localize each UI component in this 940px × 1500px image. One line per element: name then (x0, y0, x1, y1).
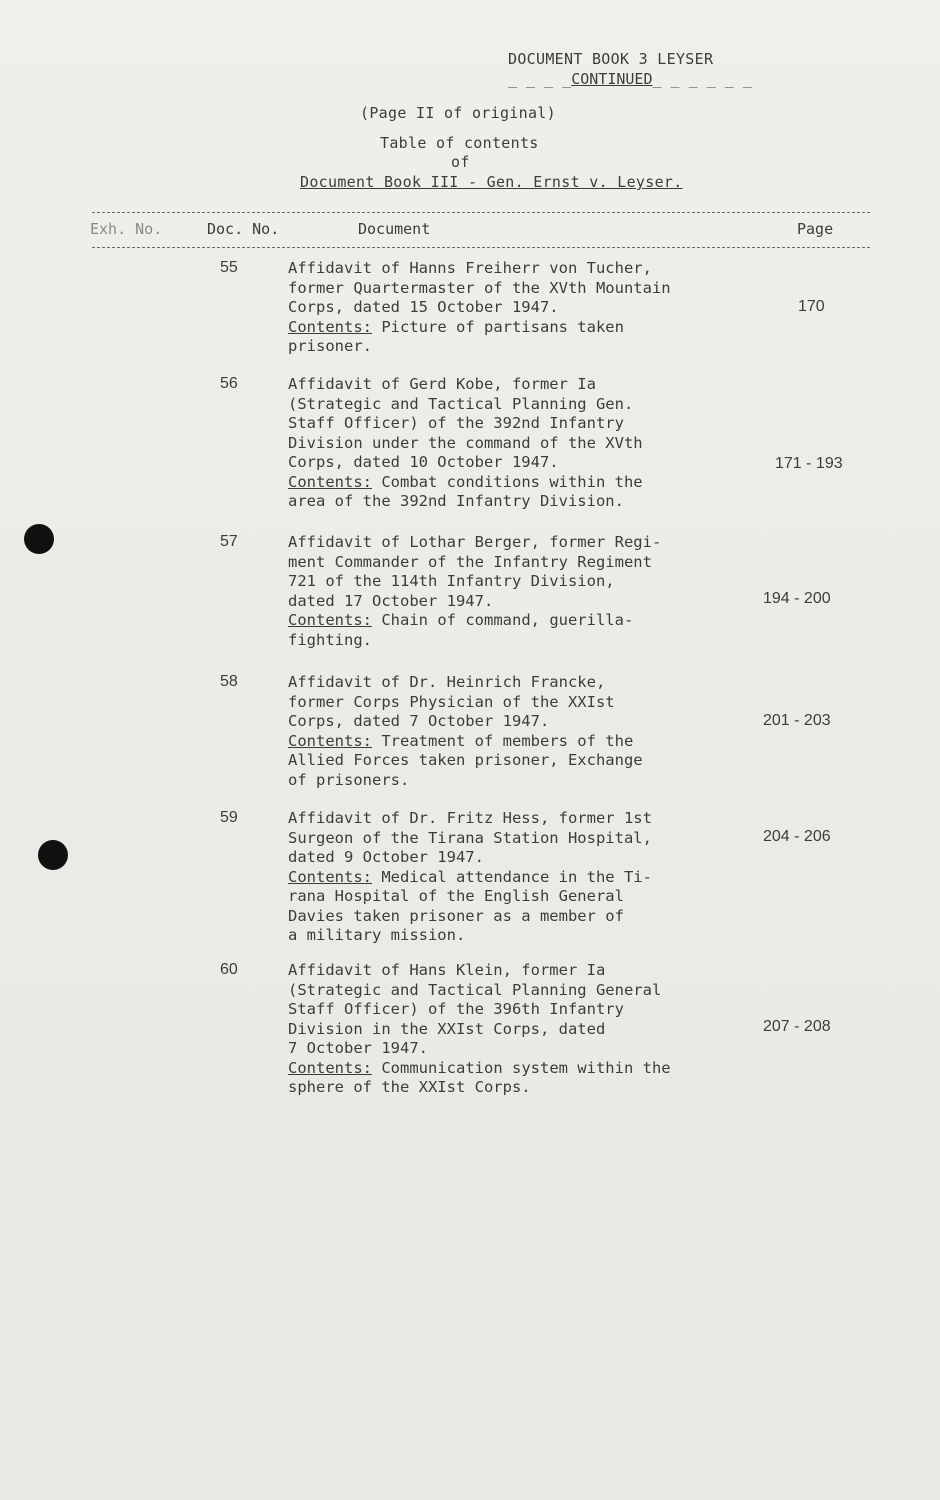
contents-label: Contents: (288, 472, 372, 491)
entry-text (288, 259, 778, 357)
page-range: 207 - 208 (763, 1018, 831, 1035)
contents-label: Contents: (288, 731, 372, 750)
entry-line: Affidavit of Gerd Kobe, former Ia (288, 375, 596, 393)
doc-number: 57 (220, 533, 238, 550)
entry-line: Corps, dated 15 October 1947. (288, 298, 559, 316)
entry-line: Chain of command, guerilla- (381, 611, 634, 629)
punch-hole-top (24, 524, 54, 554)
entry-line: Communication system within the (381, 1058, 671, 1077)
doc-number: 60 (220, 961, 238, 978)
doc-number: 56 (220, 375, 238, 392)
entry-line: area of the 392nd Infantry Division. (288, 492, 624, 510)
doc-number: 59 (220, 809, 238, 826)
entry-text (288, 375, 778, 512)
entry-line: Davies taken prisoner as a member of (288, 906, 624, 925)
entry-line: a military mission. (288, 926, 466, 944)
contents-label: Contents: (288, 317, 372, 336)
entry-line: Affidavit of Dr. Heinrich Francke, (288, 673, 606, 691)
page-range: 194 - 200 (763, 590, 831, 607)
entry-text (288, 673, 778, 790)
entry-line: Division under the command of the XVth (288, 433, 643, 452)
page-range: 204 - 206 (763, 828, 831, 845)
page-note: (Page II of original) (360, 104, 556, 122)
doc-number: 58 (220, 673, 238, 690)
entry-line: Surgeon of the Tirana Station Hospital, (288, 828, 652, 847)
entry-line: ment Commander of the Infantry Regiment (288, 552, 652, 571)
contents-label: Contents: (288, 867, 372, 886)
entry-line: Allied Forces taken prisoner, Exchange (288, 751, 643, 769)
entry-line: rana Hospital of the English General (288, 887, 624, 905)
entry-line: prisoner. (288, 337, 372, 355)
entry-line: dated 17 October 1947. (288, 591, 494, 610)
entry-line: Picture of partisans taken (381, 317, 624, 336)
contents-label: Contents: (288, 611, 372, 629)
column-doc-no: Doc. No. (207, 220, 280, 238)
entry-line: (Strategic and Tactical Planning General (288, 980, 662, 999)
divider-bottom (92, 247, 870, 248)
entry-line: former Quartermaster of the XVth Mountain (288, 278, 671, 297)
entry-text (288, 961, 778, 1098)
book-title: DOCUMENT BOOK 3 LEYSER (508, 50, 714, 68)
entry-line: dated 9 October 1947. (288, 848, 484, 866)
column-page: Page (797, 220, 834, 238)
entry-line: Medical attendance in the Ti- (381, 867, 652, 886)
column-document: Document (358, 220, 431, 238)
entry-line: former Corps Physician of the XXIst (288, 692, 615, 711)
column-exh-no: Exh. No. (90, 220, 163, 238)
entry-line: Affidavit of Hans Klein, former Ia (288, 961, 606, 979)
entry-line: (Strategic and Tactical Planning Gen. (288, 394, 634, 413)
entry-line: Affidavit of Hanns Freiherr von Tucher, (288, 259, 652, 277)
entry-line: 7 October 1947. (288, 1039, 428, 1057)
entry-line: Corps, dated 10 October 1947. (288, 453, 559, 471)
entry-line: Staff Officer) of the 396th Infantry (288, 1000, 624, 1018)
entry-line: Division in the XXIst Corps, dated (288, 1019, 606, 1038)
punch-hole-bottom (38, 840, 68, 870)
entry-line: fighting. (288, 630, 372, 649)
entry-line: Treatment of members of the (381, 731, 634, 750)
toc-book-title: Document Book III - Gen. Ernst v. Leyser. (300, 173, 683, 191)
continued-line: _ _ _ _CONTINUED_ _ _ _ _ _ (508, 70, 752, 88)
entry-line: Affidavit of Lothar Berger, former Regi- (288, 533, 662, 551)
entry-line: Staff Officer) of the 392nd Infantry (288, 414, 624, 432)
doc-number: 55 (220, 259, 238, 276)
entry-line: sphere of the XXIst Corps. (288, 1078, 531, 1096)
entry-line: Affidavit of Dr. Fritz Hess, former 1st (288, 809, 652, 827)
entry-line: Combat conditions within the (381, 472, 643, 491)
page-range: 201 - 203 (763, 712, 831, 729)
entry-line: 721 of the 114th Infantry Division, (288, 572, 615, 590)
page-range: 171 - 193 (775, 455, 843, 472)
contents-label: Contents: (288, 1058, 372, 1077)
entry-text (288, 533, 778, 650)
entry-line: Corps, dated 7 October 1947. (288, 712, 550, 730)
toc-of: of (451, 153, 470, 171)
entry-line: of prisoners. (288, 770, 410, 789)
toc-heading: Table of contents (380, 134, 539, 152)
divider-top (92, 212, 870, 213)
continued-label: CONTINUED (571, 70, 653, 88)
entry-text (288, 809, 778, 946)
page-range: 170 (798, 298, 825, 315)
